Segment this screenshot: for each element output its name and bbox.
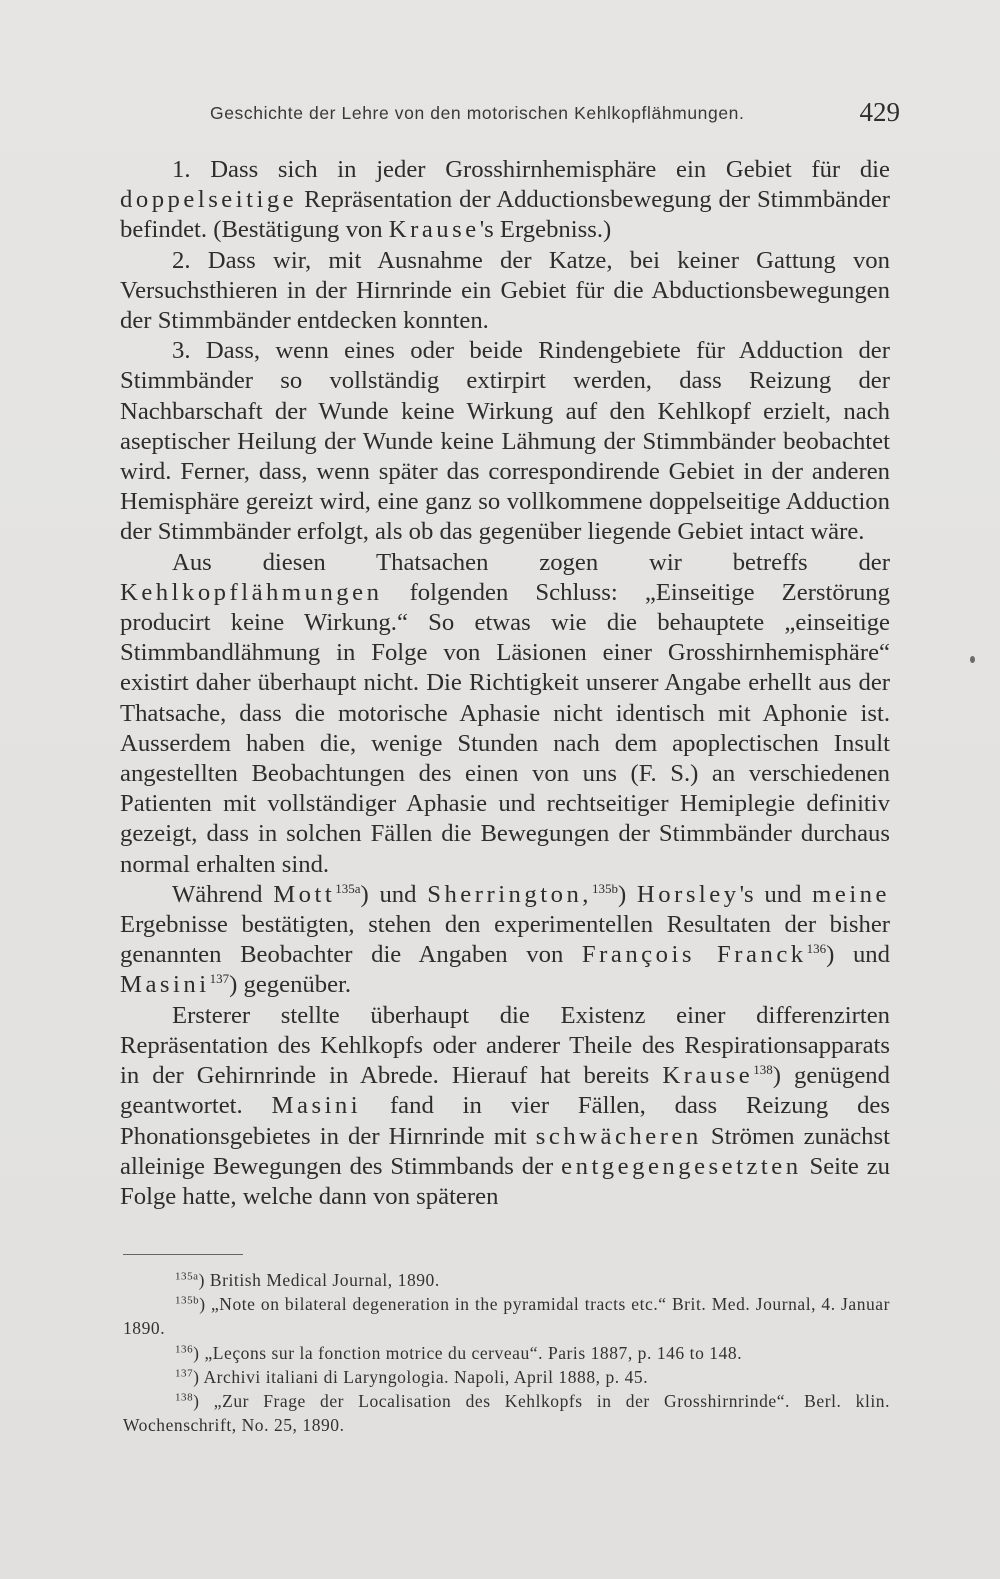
footnote-text: ) „Leçons sur la fonction motrice du cerveau“. Paris 1887, p. 146 to 148. (193, 1342, 743, 1363)
running-head: Geschichte der Lehre von den motorischen Kehlkopflähmungen. (210, 103, 745, 123)
author-name: François Franck (581, 941, 807, 969)
footnote-text: ) Archivi italiani di Laryngologia. Napoli, April 1888, p. 45. (193, 1366, 649, 1387)
text-run: 's Ergebniss.) (479, 216, 612, 244)
author-name: Horsley (636, 880, 740, 908)
footnote-text: ) „Note on bilateral degeneration in the pyramidal tracts etc.“ Brit. Med. Journal, 4. Januar 1890. (123, 1294, 890, 1339)
text-run: Ergebnisse bestätigten, stehen den experimentellen Resultaten der bisher genannten Beobachter die Angaben von (120, 911, 890, 969)
text-run: fand in vier Fällen, dass Reizung des Phonationsgebietes in der Hirnrinde mit (120, 1092, 891, 1150)
footnote-ref: 136 (806, 941, 827, 957)
text-run: 3. Dass, wenn eines oder beide Rindengebiete für Adduction der Stimmbänder so vollständig extirpirt werden, dass Reizung der Nachbarschaft der Wunde keine Wirkung auf den Kehlkopf erzielt, nach aseptischer Heilung der Wunde keine Lähmung der Stimmbänder beobachtet wird. Ferner, dass, wenn später das correspondirende Gebiet in der anderen Hemisphäre gereizt wird, eine ganz so vollkommene doppelseitige Adduction der Stimmbänder erfolgt, als ob das gegenüber liegende Gebiet intact wäre. (120, 337, 890, 546)
author-name: Krause (388, 216, 480, 244)
text-run: Strömen zunächst alleinige Bewegungen des Stimmbands der (120, 1122, 890, 1180)
footnote-text: ) British Medical Journal, 1890. (198, 1270, 440, 1290)
footnote-mark: 135b (175, 1294, 200, 1307)
footnote-divider (123, 1254, 243, 1255)
text-run: 's und (739, 880, 813, 908)
footnotes (123, 1268, 890, 1437)
text-run: ) genügend geantwortet. (120, 1062, 890, 1120)
body-text (120, 155, 890, 1212)
text-run: Seite zu Folge hatte, welche dann von späteren (120, 1152, 891, 1210)
text-run: Aus diesen Thatsachen zogen wir betreffs der (172, 548, 890, 576)
footnote-mark: 138 (175, 1391, 194, 1404)
text-run: ) und (826, 941, 890, 969)
footnote-ref: 138 (753, 1062, 773, 1077)
footnote-item (123, 1292, 890, 1340)
text-run: Repräsentation der Adductionsbewegung der Stimmbänder befindet. (Bestätigung von (120, 186, 890, 244)
text-run: ) gegenüber. (229, 971, 352, 999)
footnote-item (123, 1365, 890, 1389)
text-run: 2. Dass wir, mit Ausnahme der Katze, bei keiner Gattung von Versuchsthieren in der Hirnrinde ein Gebiet für die Abductionsbewegungen der Stimmbänder entdecken konnten. (120, 246, 890, 335)
spaced-text: schwächeren (535, 1122, 702, 1150)
text-run: ) und (360, 880, 428, 908)
paragraph-1 (120, 155, 890, 246)
author-name: Mott (273, 880, 336, 908)
footnote-text: ) „Zur Frage der Localisation des Kehlkopfs in der Grosshirnrinde“. Berl. klin. Wochenschrift, No. 25, 1890. (123, 1391, 890, 1436)
author-name: Sherrington, (427, 880, 592, 908)
spaced-text: Kehlkopflähmungen (120, 578, 383, 606)
text-run: 1. Dass sich in jeder Grosshirnhemisphäre ein Gebiet für die (172, 156, 890, 183)
text-run: ) (617, 880, 637, 908)
text-run: Ersterer stellte überhaupt die Existenz einer differenzirten Repräsentation des Kehlkopfs oder anderer Theile des Respirationsapparats in der Gehirnrinde in Abrede. Hierauf hat bereits (120, 1001, 890, 1090)
footnote-mark: 136 (175, 1343, 194, 1356)
footnote-ref: 135a (335, 880, 361, 896)
spaced-text: meine (812, 880, 890, 908)
paragraph-5 (120, 880, 890, 1001)
text-run: Während (172, 880, 274, 908)
footnote-ref: 135b (591, 880, 618, 896)
footnote-item (123, 1268, 890, 1292)
footnote-item (123, 1389, 890, 1437)
text-run: folgenden Schluss: „Einseitige Zerstörung producirt keine Wirkung.“ So etwas wie die behauptete „einseitige Stimmbandlähmung in Folge von Läsionen einer Grosshirnhemisphäre“ existirt daher überhaupt nicht. Die Richtigkeit unserer Angabe erhellt aus der Thatsache, dass die motorische Aphasie nicht identisch mit Aphonie ist. Ausserdem haben die, wenige Stunden nach dem apoplectischen Insult angestellten Beobachtungen des einen von uns (F. S.) an verschiedenen Patienten mit vollständiger Aphasie und rechtseitiger Hemiplegie definitiv gezeigt, dass in solchen Fällen die Bewegungen der Stimmbänder durchaus normal erhalten sind. (120, 578, 890, 878)
page-header (210, 97, 900, 133)
spaced-text: doppelseitige (120, 186, 298, 214)
footnote-mark: 135a (175, 1270, 199, 1283)
author-name: Krause (662, 1062, 754, 1090)
paragraph-4 (120, 548, 890, 880)
paragraph-3 (120, 336, 890, 547)
author-name: Masini (271, 1092, 362, 1120)
page-number: 429 (859, 97, 900, 127)
author-name: Masini (120, 971, 210, 999)
spaced-text: entgegengesetzten (561, 1152, 802, 1180)
footnote-ref: 137 (209, 971, 230, 987)
footnote-item (123, 1341, 890, 1365)
paragraph-6 (120, 1001, 890, 1212)
paragraph-2 (120, 246, 890, 337)
ink-speck (970, 656, 975, 663)
footnote-mark: 137 (175, 1367, 194, 1380)
